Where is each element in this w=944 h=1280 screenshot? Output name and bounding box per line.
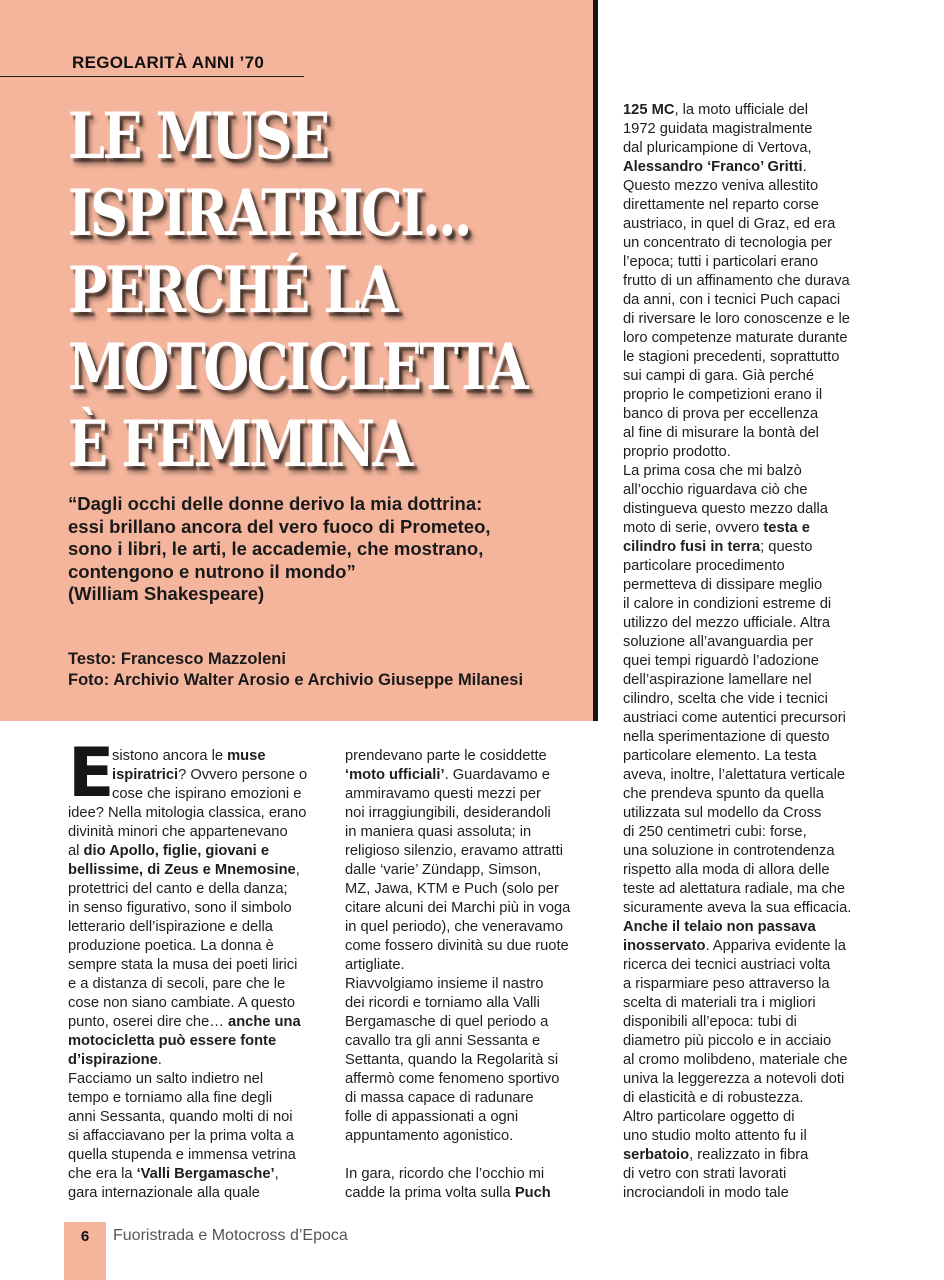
text-line — [623, 500, 883, 519]
text-line — [623, 747, 883, 766]
text-line — [68, 899, 330, 918]
text-run: particolare elemento. La testa — [623, 748, 817, 764]
text-run: folle di appassionati a ogni — [345, 1109, 519, 1125]
drop-cap: E — [68, 734, 115, 813]
text-line — [623, 1184, 883, 1203]
bold-text: motocicletta può essere fonte — [68, 1033, 277, 1049]
text-line — [345, 766, 590, 785]
text-line — [345, 747, 590, 766]
text-run: soluzione all’avanguardia per — [623, 634, 814, 650]
text-line — [623, 538, 883, 557]
text-run: di elasticità e di robustezza. — [623, 1090, 804, 1106]
text-run: . — [157, 1052, 162, 1068]
text-line — [68, 1089, 330, 1108]
text-line — [623, 861, 883, 880]
vertical-rule — [593, 0, 598, 721]
text-line — [68, 1051, 330, 1070]
text-run: di vetro con strati lavorati — [623, 1166, 787, 1182]
text-line — [345, 975, 590, 994]
bold-text: ispiratrici — [112, 767, 179, 783]
text-line — [623, 766, 883, 785]
text-run: sempre stata la musa dei poeti lirici — [68, 957, 298, 973]
bold-text: muse — [227, 748, 266, 764]
text-line — [623, 348, 883, 367]
text-run: cose non siano cambiate. A questo — [68, 995, 295, 1011]
text-run: da anni, con i tecnici Puch capaci — [623, 292, 841, 308]
text-line — [623, 310, 883, 329]
text-line — [623, 519, 883, 538]
text-line — [623, 101, 883, 120]
bold-text: inosservato — [623, 938, 706, 954]
body-column-2 — [345, 747, 590, 1203]
text-run: religioso silenzio, eravamo attratti — [345, 843, 563, 859]
text-line — [623, 652, 883, 671]
text-line — [623, 1070, 883, 1089]
text-line — [345, 1089, 590, 1108]
text-line — [345, 1070, 590, 1089]
text-line — [68, 1184, 330, 1203]
paragraph-gap — [345, 1146, 590, 1165]
bold-text: d’ispirazione — [68, 1052, 158, 1068]
text-line — [68, 956, 330, 975]
text-line — [623, 177, 883, 196]
text-line — [68, 918, 330, 937]
text-run: diametro più piccolo e in acciaio — [623, 1033, 832, 1049]
text-line — [623, 918, 883, 937]
text-run: , la moto ufficiale del — [674, 102, 809, 118]
text-line — [345, 823, 590, 842]
text-line — [623, 1146, 883, 1165]
text-run: al fine di misurare la bontà del — [623, 425, 819, 441]
quote-line: contengono e nutrono il mondo” — [68, 560, 356, 582]
text-line — [623, 880, 883, 899]
text-run: austriaco, in quel di Graz, ed era — [623, 216, 836, 232]
text-run: distingueva questo mezzo dalla — [623, 501, 828, 517]
text-run: quella stupenda e immensa vetrina — [68, 1147, 296, 1163]
text-line — [345, 994, 590, 1013]
text-run: utilizzata sul modello da Cross — [623, 805, 822, 821]
text-run: di massa capace di radunare — [345, 1090, 534, 1106]
text-run: al — [68, 843, 84, 859]
text-line — [623, 234, 883, 253]
text-run: ammiravamo questi mezzi per — [345, 786, 541, 802]
text-line — [623, 994, 883, 1013]
text-run: produzione poetica. La donna è — [68, 938, 274, 954]
text-run: , realizzato in fibra — [689, 1147, 809, 1163]
text-run: cadde la prima volta sulla — [345, 1185, 515, 1201]
text-run: a risparmiare peso attraverso la — [623, 976, 830, 992]
text-line — [623, 1013, 883, 1032]
text-run: aveva, inoltre, l’alettatura verticale — [623, 767, 846, 783]
text-line — [68, 937, 330, 956]
text-run: MZ, Jawa, KTM e Puch (solo per — [345, 881, 559, 897]
text-line — [68, 1032, 330, 1051]
text-line — [345, 842, 590, 861]
text-line — [68, 823, 330, 842]
section-kicker: REGOLARITÀ ANNI ’70 — [72, 53, 265, 72]
text-line — [68, 1127, 330, 1146]
text-line — [623, 329, 883, 348]
text-run: La prima cosa che mi balzò — [623, 463, 802, 479]
text-line — [345, 1165, 590, 1184]
text-run: idee? Nella mitologia classica, erano — [68, 805, 307, 821]
text-run: affermò come fenomeno sportivo — [345, 1071, 560, 1087]
text-line — [623, 196, 883, 215]
magazine-name: Fuoristrada e Motocross d’Epoca — [113, 1227, 348, 1244]
bold-text: Alessandro ‘Franco’ Gritti — [623, 159, 803, 175]
text-run: Facciamo un salto indietro nel — [68, 1071, 264, 1087]
text-run: sistono ancora le — [112, 748, 228, 764]
text-line — [623, 1165, 883, 1184]
text-run: e a distanza di secoli, pare che le — [68, 976, 286, 992]
text-run: , — [295, 862, 300, 878]
text-run: protettrici del canto e della danza; — [68, 881, 288, 897]
text-line — [68, 1108, 330, 1127]
bold-text: ‘Valli Bergamasche’ — [136, 1166, 275, 1182]
bold-text: dio Apollo, figlie, giovani e — [83, 843, 270, 859]
text-run: anni Sessanta, quando molti di noi — [68, 1109, 293, 1125]
headline-line: PERCHÉ LA — [68, 253, 397, 328]
text-line — [68, 1165, 330, 1184]
photo-credit: Foto: Archivio Walter Arosio e Archivio Giuseppe Milanesi — [68, 671, 524, 689]
text-run: sicuramente aveva la sua efficacia. — [623, 900, 852, 916]
quote-line: “Dagli occhi delle donne derivo la mia dottrina: — [68, 493, 483, 514]
text-run: In gara, ricordo che l’occhio mi — [345, 1166, 545, 1182]
text-run: un concentrato di tecnologia per — [623, 235, 833, 251]
text-line — [623, 405, 883, 424]
text-run: dell’aspirazione lamellare nel — [623, 672, 812, 688]
text-line — [345, 956, 590, 975]
text-line — [345, 804, 590, 823]
quote-author: (William Shakespeare) — [68, 583, 265, 604]
text-run: quei tempi riguardò l’adozione — [623, 653, 819, 669]
text-run: di riversare le loro conoscenze e le — [623, 311, 850, 327]
page-number: 6 — [80, 1228, 90, 1245]
text-run: particolare procedimento — [623, 558, 785, 574]
text-line — [68, 747, 330, 766]
text-run: austriaci come autentici precursori — [623, 710, 846, 726]
quote-line: sono i libri, le arti, le accademie, che mostrano, — [68, 538, 484, 559]
text-line — [623, 937, 883, 956]
bold-text: anche una — [228, 1014, 301, 1030]
text-run: in senso figurativo, sono il simbolo — [68, 900, 292, 916]
text-line — [345, 937, 590, 956]
text-line — [68, 842, 330, 861]
text-run: . — [802, 159, 807, 175]
headline-line: LE MUSE — [68, 99, 328, 174]
text-run: Bergamasche di quel periodo a — [345, 1014, 549, 1030]
text-run: uno studio molto attento fu il — [623, 1128, 807, 1144]
text-line — [345, 1127, 590, 1146]
text-line — [623, 899, 883, 918]
bold-text: Anche il telaio non passava — [623, 919, 816, 935]
text-run: dei ricordi e torniamo alla Valli — [345, 995, 540, 1011]
text-run: l’epoca; tutti i particolari erano — [623, 254, 819, 270]
text-run: dalle ‘varie’ Zündapp, Simson, — [345, 862, 542, 878]
text-line — [345, 918, 590, 937]
text-line — [623, 272, 883, 291]
text-line — [68, 785, 330, 804]
text-run: si affacciavano per la prima volta a — [68, 1128, 294, 1144]
text-line — [623, 481, 883, 500]
text-run: Settanta, quando la Regolarità si — [345, 1052, 559, 1068]
text-line — [68, 880, 330, 899]
text-run: moto di serie, ovvero — [623, 520, 764, 536]
text-run: proprio prodotto. — [623, 444, 731, 460]
text-line — [623, 443, 883, 462]
text-line — [68, 766, 330, 785]
text-line — [345, 1184, 590, 1203]
text-line — [623, 671, 883, 690]
text-line — [623, 956, 883, 975]
text-line — [623, 139, 883, 158]
text-run: 1972 guidata magistralmente — [623, 121, 813, 137]
text-run: le stagioni precedenti, soprattutto — [623, 349, 840, 365]
kicker-underline — [0, 76, 304, 77]
text-line — [623, 1108, 883, 1127]
text-line — [345, 1108, 590, 1127]
bold-text: bellissime, di Zeus e Mnemosine — [68, 862, 296, 878]
bold-text: 125 MC — [623, 102, 675, 118]
text-line — [623, 804, 883, 823]
text-line — [623, 1032, 883, 1051]
text-run: incrociandoli in modo tale — [623, 1185, 789, 1201]
text-line — [623, 576, 883, 595]
text-line — [623, 557, 883, 576]
headline-line: ISPIRATRICI... — [68, 176, 470, 251]
bold-text: serbatoio — [623, 1147, 690, 1163]
text-line — [623, 1089, 883, 1108]
text-run: cose che ispirano emozioni e — [112, 786, 302, 802]
text-line — [623, 253, 883, 272]
text-line — [345, 1013, 590, 1032]
text-run: Riavvolgiamo insieme il nastro — [345, 976, 544, 992]
bold-text: Puch — [514, 1185, 551, 1201]
text-run: punto, oserei dire che… — [68, 1014, 229, 1030]
text-run: nella sperimentazione di questo — [623, 729, 830, 745]
text-run: utilizzo del mezzo ufficiale. Altra — [623, 615, 831, 631]
text-line — [68, 1146, 330, 1165]
text-line — [68, 975, 330, 994]
text-run: ; questo — [760, 539, 813, 555]
text-run: in quel periodo), che veneravamo — [345, 919, 563, 935]
text-run: che era la — [68, 1166, 137, 1182]
bold-text: testa e — [763, 520, 810, 536]
text-line — [68, 994, 330, 1013]
text-line — [345, 880, 590, 899]
text-run: artigliate. — [345, 957, 405, 973]
text-run: noi irraggiungibili, desiderandoli — [345, 805, 551, 821]
text-run: gara internazionale alla quale — [68, 1185, 260, 1201]
text-run: rispetto alla moda di allora delle — [623, 862, 830, 878]
epigraph-quote — [68, 493, 588, 606]
text-line — [345, 861, 590, 880]
text-run: cilindro, scelta che vide i tecnici — [623, 691, 828, 707]
bold-text: cilindro fusi in terra — [623, 539, 761, 555]
text-run: banco di prova per eccellenza — [623, 406, 819, 422]
text-run: appuntamento agonistico. — [345, 1128, 514, 1144]
text-line — [623, 215, 883, 234]
text-run: il calore in condizioni estreme di — [623, 596, 832, 612]
text-run: Altro particolare oggetto di — [623, 1109, 795, 1125]
text-line — [623, 595, 883, 614]
text-line — [623, 367, 883, 386]
text-line — [623, 1051, 883, 1070]
text-line — [345, 899, 590, 918]
text-run: tempo e torniamo alla fine degli — [68, 1090, 273, 1106]
text-run: . Appariva evidente la — [705, 938, 846, 954]
text-run: scelta di materiali tra i migliori — [623, 995, 816, 1011]
text-line — [345, 785, 590, 804]
text-line — [623, 120, 883, 139]
quote-line: essi brillano ancora del vero fuoco di Prometeo, — [68, 515, 491, 537]
text-run: all’occhio riguardava ciò che — [623, 482, 808, 498]
text-line — [623, 614, 883, 633]
text-run: prendevano parte le cosiddette — [345, 748, 547, 764]
body-column-3 — [623, 101, 883, 1203]
text-run: teste ad alettatura radiale, ma che — [623, 881, 846, 897]
text-run: . Guardavamo e — [444, 767, 550, 783]
text-run: proprio le competizioni erano il — [623, 387, 823, 403]
text-run: Questo mezzo veniva allestito — [623, 178, 819, 194]
text-run: che prendeva spunto da quella — [623, 786, 824, 802]
text-line — [68, 1013, 330, 1032]
text-run: univa la leggerezza a notevoli doti — [623, 1071, 845, 1087]
text-run: direttamente nel reparto corse — [623, 197, 819, 213]
text-line — [623, 1127, 883, 1146]
text-line — [623, 728, 883, 747]
text-line — [623, 842, 883, 861]
text-run: permetteva di dissipare meglio — [623, 577, 823, 593]
text-line — [68, 861, 330, 880]
text-run: al cromo molibdeno, materiale che — [623, 1052, 848, 1068]
text-credit: Testo: Francesco Mazzoleni — [68, 650, 286, 668]
text-line — [623, 823, 883, 842]
text-run: sui campi di gara. Già perché — [623, 368, 815, 384]
text-line — [623, 462, 883, 481]
text-run: di 250 centimetri cubi: forse, — [623, 824, 807, 840]
text-line — [623, 424, 883, 443]
text-line — [623, 386, 883, 405]
text-run: dal pluricampione di Vertova, — [623, 140, 812, 156]
text-line — [623, 633, 883, 652]
text-run: loro competenze maturate durante — [623, 330, 848, 346]
text-run: frutto di un affinamento che durava — [623, 273, 850, 289]
body-column-1 — [68, 734, 330, 1203]
credits — [68, 649, 523, 691]
text-run: citare alcuni dei Marchi più in voga — [345, 900, 571, 916]
text-line — [345, 1051, 590, 1070]
headline-line: È FEMMINA — [68, 407, 411, 482]
text-run: divinità minori che appartenevano — [68, 824, 288, 840]
text-line — [623, 291, 883, 310]
text-line — [68, 1070, 330, 1089]
text-line — [623, 709, 883, 728]
text-line — [623, 975, 883, 994]
text-line — [345, 1032, 590, 1051]
text-run: come fossero divinità su due ruote — [345, 938, 569, 954]
bold-text: ‘moto ufficiali’ — [345, 767, 445, 783]
text-line — [623, 690, 883, 709]
headline — [68, 98, 527, 483]
text-run: ricerca dei tecnici austriaci volta — [623, 957, 831, 973]
text-run: cavallo tra gli anni Sessanta e — [345, 1033, 541, 1049]
text-run: disponibili all’epoca: tubi di — [623, 1014, 797, 1030]
text-line — [68, 804, 330, 823]
text-run: una soluzione in controtendenza — [623, 843, 835, 859]
text-run: ? Ovvero persone o — [178, 767, 308, 783]
headline-line: MOTOCICLETTA — [68, 330, 527, 405]
text-run: in maniera quasi assoluta; in — [345, 824, 532, 840]
text-run: , — [274, 1166, 279, 1182]
text-run: letterario dell’ispirazione e della — [68, 919, 273, 935]
text-line — [623, 785, 883, 804]
text-line — [623, 158, 883, 177]
